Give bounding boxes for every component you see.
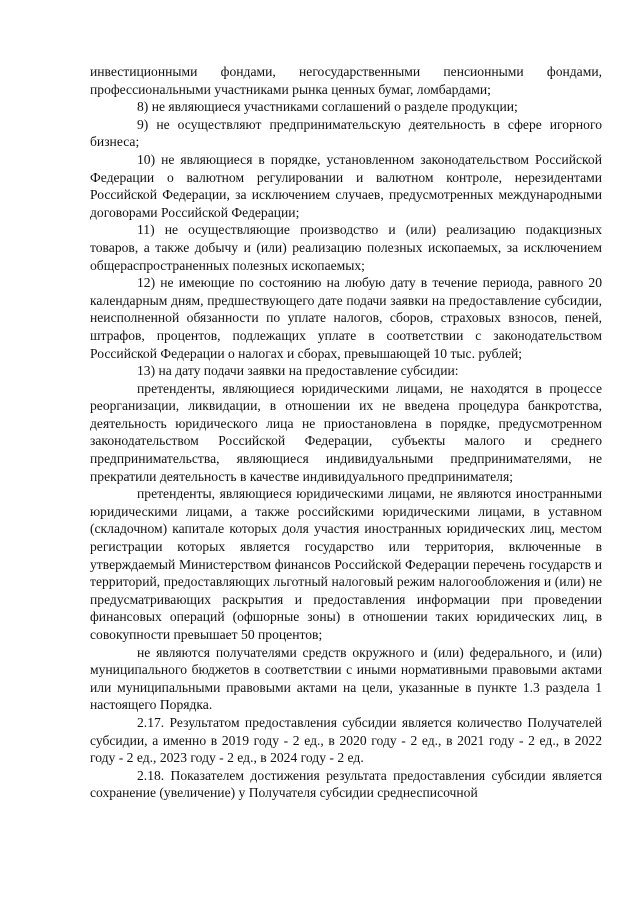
paragraph-3: 9) не осуществляют предпринимательскую деятельность в сфере игорного бизнеса; bbox=[90, 116, 602, 150]
paragraph-8: претенденты, являющиеся юридическими лицами, не находятся в процессе реорганизации, ликвидации, в отношении их не введена процедура банкротства, деятельность юридического лица не приостановлена в порядке, предусмотренном законодательством Российской Федерации, субъекты малого и среднего предпринимательства, являющиеся индивидуальными предпринимателями, не прекратили деятельность в качестве индивидуального предпринимателя; bbox=[90, 380, 602, 484]
paragraph-11: 2.17. Результатом предоставления субсидии является количество Получателей субсидии, а именно в 2019 году - 2 ед., в 2020 году - 2 ед., в 2021 году - 2 ед., в 2022 году - 2 ед., 2023 году - 2 ед., в 2024 году - 2 ед. bbox=[90, 714, 602, 766]
paragraph-6: 12) не имеющие по состоянию на любую дату в течение периода, равного 20 календарным дням, предшествующего дате подачи заявки на предоставление субсидии, неисполненной обязанности по уплате налогов, сборов, страховых взносов, пеней, штрафов, процентов, подлежащих уплате в соответствии с законодательством Российской Федерации о налогах и сборах, превышающей 10 тыс. рублей; bbox=[90, 275, 602, 361]
paragraph-9: претенденты, являющиеся юридическими лицами, не являются иностранными юридическими лицами, а также российскими юридическими лицами, в уставном (складочном) капитале которых доля участия иностранных юридических лиц, местом регистрации которых является государство или территория, включенные в утверждаемый Министерством финансов Российской Федерации перечень государств и территорий, предоставляющих льготный налоговый режим налогообложения и (или) не предусматривающих раскрытия и предоставления информации при проведении финансовых операций (офшорные зоны) в отношении таких юридических лиц, в совокупности превышает 50 процентов; bbox=[90, 486, 602, 642]
paragraph-5: 11) не осуществляющие производство и (или) реализацию подакцизных товаров, а также добычу и (или) реализацию полезных ископаемых, за исключением общераспространенных полезных ископаемых; bbox=[90, 222, 602, 273]
paragraph-12: 2.18. Показателем достижения результата предоставления субсидии является сохранение (увеличение) у Получателя субсидии среднесписочной bbox=[90, 767, 602, 801]
paragraph-10: не являются получателями средств окружного и (или) федерального, и (или) муниципального бюджетов в соответствии с иными нормативными правовыми актами или муниципальными правовыми актами на цели, указанные в пункте 1.3 раздела 1 настоящего Порядка. bbox=[90, 644, 602, 713]
paragraph-2: 8) не являющиеся участниками соглашений о разделе продукции; bbox=[137, 99, 518, 115]
document-body bbox=[90, 63, 602, 802]
paragraph-4: 10) не являющиеся в порядке, установленном законодательством Российской Федерации о валютном регулировании и валютном контроле, нерезидентами Российской Федерации, за исключением случаев, предусмотренных международными договорами Российской Федерации; bbox=[90, 151, 602, 220]
paragraph-7: 13) на дату подачи заявки на предоставление субсидии: bbox=[137, 363, 459, 379]
paragraph-1: инвестиционными фондами, негосударственными пенсионными фондами, профессиональными участниками рынка ценных бумаг, ломбардами; bbox=[90, 64, 602, 97]
